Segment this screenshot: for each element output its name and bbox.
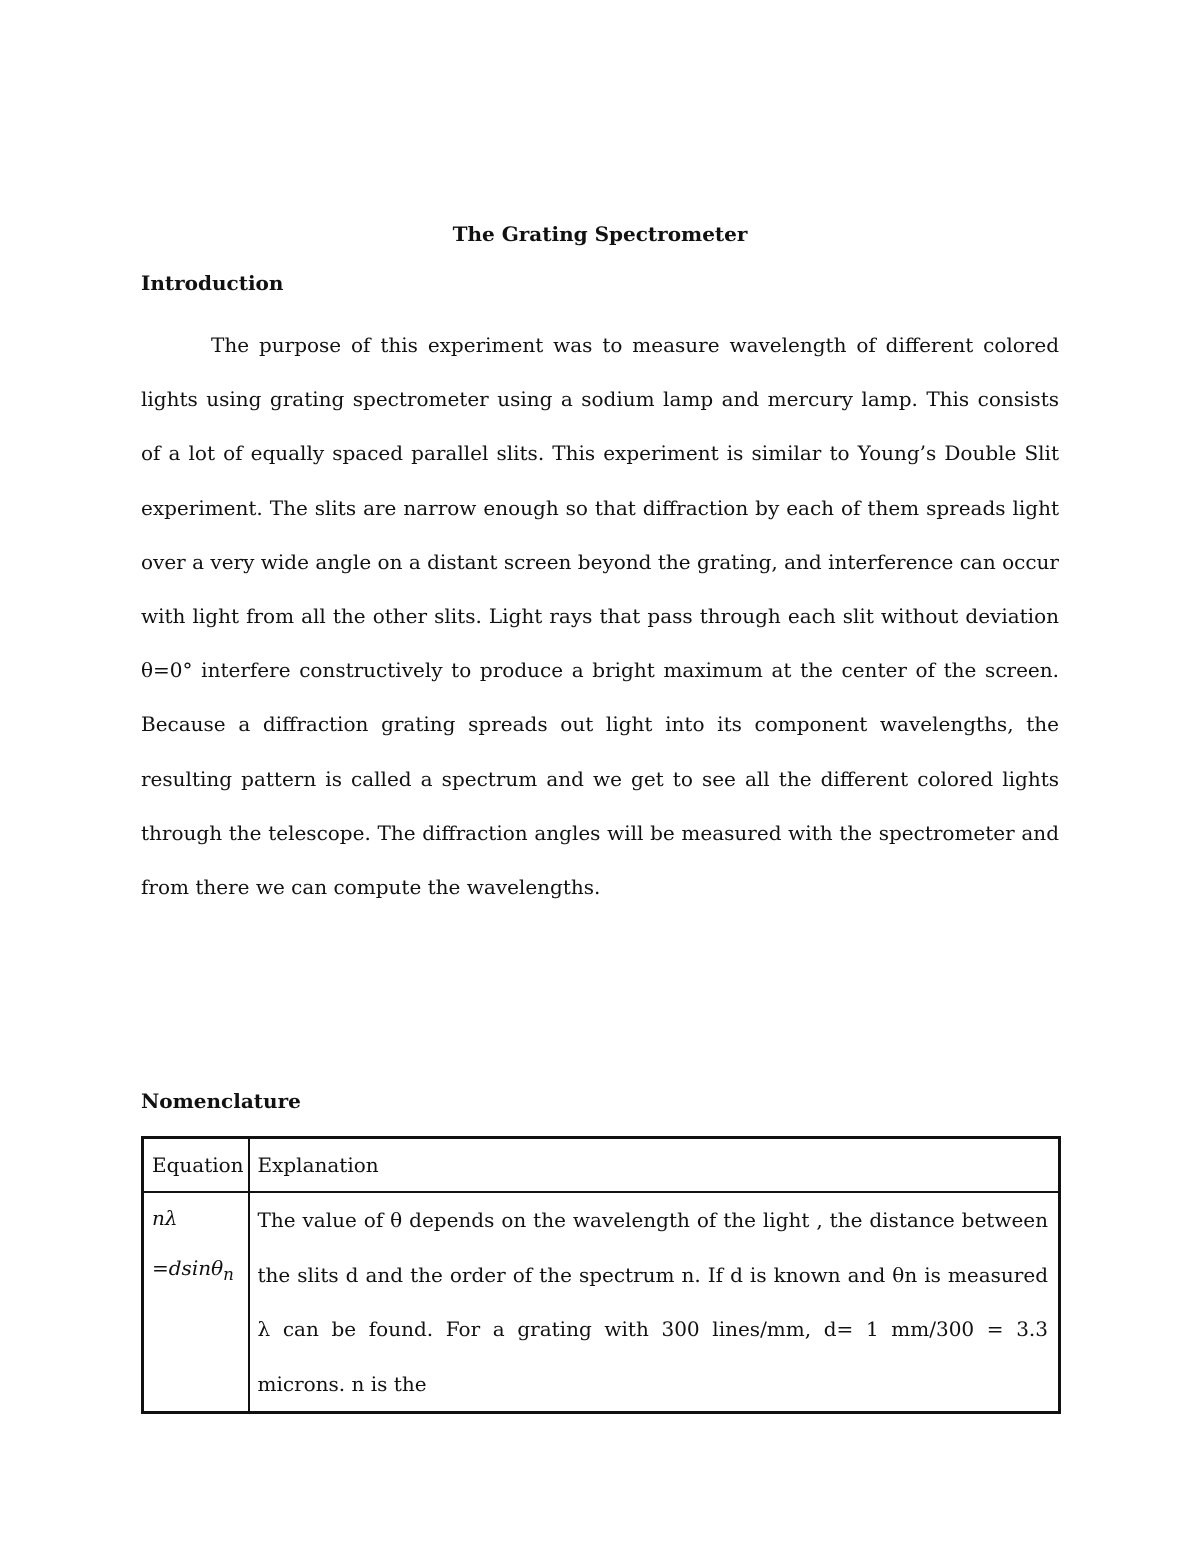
nomenclature-heading: Nomenclature [141, 1089, 301, 1113]
document-title: The Grating Spectrometer [452, 222, 748, 246]
table-header-row [143, 1138, 1060, 1193]
equation-text: nλ =dsinθ [152, 1206, 224, 1280]
table-header-equation: Equation [143, 1138, 249, 1193]
explanation-cell: The value of θ depends on the wavelength of the light , the distance between the slits d and the order of the spectrum n. If d is known and θn is measured λ can be found. For a grating with 300 lines/mm, d= 1 mm/300 = 3.3 microns. n is the [249, 1192, 1060, 1413]
equation-cell [143, 1192, 249, 1413]
introduction-heading: Introduction [141, 271, 284, 295]
nomenclature-table [141, 1136, 1061, 1414]
table-row [143, 1192, 1060, 1413]
table-header-explanation: Explanation [249, 1138, 1060, 1193]
introduction-paragraph: The purpose of this experiment was to measure wavelength of different colored lights using grating spectrometer using a sodium lamp and mercury lamp. This consists of a lot of equally spaced parallel slits. This experiment is similar to Young’s Double Slit experiment. The slits are narrow enough so that diffraction by each of them spreads light over a very wide angle on a distant screen beyond the grating, and interference can occur with light from all the other slits. Light rays that pass through each slit without deviation θ=0° interfere constructively to produce a bright maximum at the center of the screen. Because a diffraction grating spreads out light into its component wavelengths, the resulting pattern is called a spectrum and we get to see all the different colored lights through the telescope. The diffraction angles will be measured with the spectrometer and from there we can compute the wavelengths. [141, 333, 1059, 900]
equation-subscript: n [223, 1265, 234, 1284]
